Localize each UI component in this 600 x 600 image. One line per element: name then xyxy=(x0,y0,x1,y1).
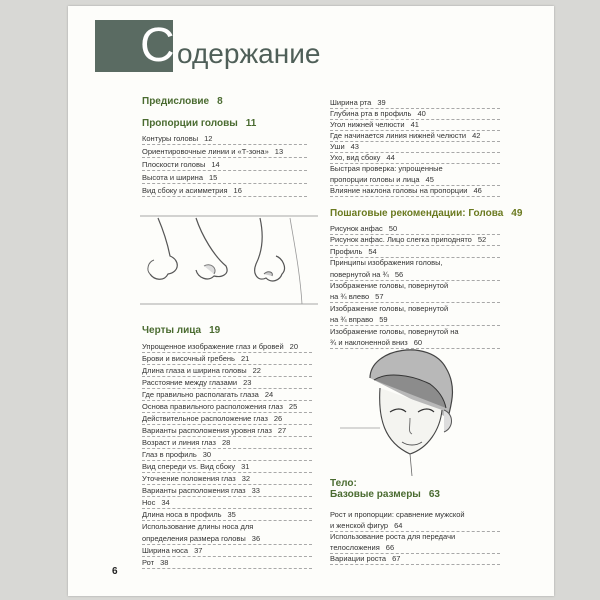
entry-divider xyxy=(142,484,312,485)
entry-divider xyxy=(142,424,312,425)
nose-front-wing xyxy=(148,260,154,274)
entry-divider xyxy=(142,196,307,197)
toc-entry[interactable] xyxy=(330,175,434,184)
page-ref: 41 xyxy=(410,120,419,129)
entry-divider xyxy=(142,388,312,389)
toc-entry-label: Нос xyxy=(142,498,156,507)
page-number: 6 xyxy=(112,566,118,577)
toc-entry[interactable] xyxy=(142,534,260,543)
toc-entry-label: Где начинается линия нижней челюсти xyxy=(330,131,467,140)
page-ref: 35 xyxy=(227,510,236,519)
toc-entry[interactable] xyxy=(330,142,359,151)
page-ref: 25 xyxy=(288,402,298,411)
page-ref: 60 xyxy=(413,338,423,347)
section-preface[interactable] xyxy=(142,96,223,107)
toc-entry[interactable] xyxy=(330,270,403,279)
page-ref: 33 xyxy=(251,486,260,495)
toc-entry-label: пропорции головы и лица xyxy=(330,175,420,184)
title-first-letter: С xyxy=(140,19,175,72)
toc-entry-label: Расстояние между глазами xyxy=(142,378,238,387)
toc-entry-label: Влияние наклона головы на пропорции xyxy=(330,186,468,195)
toc-entry[interactable] xyxy=(142,160,220,169)
toc-entry-label: Вид спереди vs. Вид сбоку xyxy=(142,462,236,471)
entry-divider xyxy=(142,400,312,401)
toc-entry-label: Ширина рта xyxy=(330,98,372,107)
page-ref: 39 xyxy=(377,98,386,107)
page-ref: 42 xyxy=(472,131,481,140)
toc-entry-label: Варианты расположения глаз xyxy=(142,486,246,495)
page-ref: 22 xyxy=(252,366,261,375)
entry-divider xyxy=(142,520,312,521)
entry-divider xyxy=(142,556,312,557)
page-ref: 8 xyxy=(217,96,223,107)
toc-entry-label: телосложения xyxy=(330,543,380,552)
toc-entry[interactable] xyxy=(142,342,298,351)
entry-divider xyxy=(142,412,312,413)
entry-divider xyxy=(142,460,312,461)
page-ref: 64 xyxy=(394,521,403,530)
toc-entry[interactable] xyxy=(142,510,236,519)
toc-entry-label: Рисунок анфас xyxy=(330,224,383,233)
toc-entry-label: Брови и височный гребень xyxy=(142,354,235,363)
page-ref: 34 xyxy=(161,498,170,507)
page-ref: 15 xyxy=(209,173,218,182)
page-ref: 50 xyxy=(388,224,398,233)
toc-entry-label: Использование длины носа для xyxy=(142,522,254,531)
toc-entry[interactable] xyxy=(142,522,259,531)
page-ref: 26 xyxy=(273,414,283,423)
page-ref: 16 xyxy=(233,186,242,195)
toc-entry-label: Где правильно располагать глаза xyxy=(142,390,259,399)
toc-entry-label: Возраст и линия глаз xyxy=(142,438,216,447)
page-ref: 46 xyxy=(473,186,482,195)
nose-sketches xyxy=(140,212,320,308)
toc-entry[interactable] xyxy=(142,402,297,411)
toc-entry-label: Ухо, вид сбоку xyxy=(330,153,381,162)
section-label-line2: Базовые размеры xyxy=(330,489,421,500)
toc-entry-label: Вид сбоку и асимметрия xyxy=(142,186,228,195)
toc-entry[interactable] xyxy=(142,173,217,182)
page-title: одержание xyxy=(177,38,321,69)
page-ref: 57 xyxy=(375,292,384,302)
toc-entry-label: Ширина носа xyxy=(142,546,189,555)
toc-entry[interactable] xyxy=(142,558,168,567)
toc-entry[interactable] xyxy=(330,327,465,336)
toc-entry-label: Высота и ширина xyxy=(142,173,203,182)
toc-entry[interactable] xyxy=(330,120,419,129)
toc-entry[interactable] xyxy=(330,304,454,313)
toc-entry[interactable] xyxy=(330,521,402,530)
toc-entry-label: Рот xyxy=(142,558,155,567)
ear-shape xyxy=(444,410,452,432)
section-head-proportions[interactable] xyxy=(142,118,256,129)
entry-divider xyxy=(142,376,312,377)
page-ref: 67 xyxy=(392,554,401,563)
toc-entry-label: повернутой на ¾ xyxy=(330,269,389,279)
toc-entry-label: Быстрая проверка: упрощенные xyxy=(330,164,443,173)
toc-entry[interactable] xyxy=(330,98,386,107)
section-body[interactable] xyxy=(330,478,440,500)
toc-entry[interactable] xyxy=(330,131,480,140)
nose-side-shadow xyxy=(264,272,272,276)
entry-divider xyxy=(142,472,312,473)
toc-entry[interactable] xyxy=(142,414,282,423)
entry-divider xyxy=(142,144,307,145)
toc-entry[interactable] xyxy=(330,554,400,563)
toc-entry[interactable] xyxy=(330,510,471,519)
page-ref: 44 xyxy=(386,153,395,162)
page-ref: 43 xyxy=(350,142,359,151)
toc-entry[interactable] xyxy=(330,235,486,244)
entry-divider xyxy=(142,170,307,171)
page-ref: 36 xyxy=(251,534,261,543)
toc-entry-label: Вариации роста xyxy=(330,554,387,563)
sketch-edge-line xyxy=(290,218,302,304)
toc-entry-label: Плоскости головы xyxy=(142,160,206,169)
section-label: Пропорции головы xyxy=(142,118,238,129)
entry-divider xyxy=(142,568,312,569)
nose-34-shadow xyxy=(204,265,215,274)
toc-entry[interactable] xyxy=(330,164,449,173)
page-ref: 11 xyxy=(245,118,257,129)
toc-entry-label: Использование роста для передачи xyxy=(330,532,456,541)
toc-entry[interactable] xyxy=(330,543,394,552)
toc-entry[interactable] xyxy=(142,366,261,375)
page-ref: 31 xyxy=(241,462,250,471)
section-label-line1: Тело: xyxy=(330,478,357,489)
page-ref: 38 xyxy=(160,558,169,567)
toc-entry-label: Глубина рта в профиль xyxy=(330,109,412,118)
page-ref: 28 xyxy=(221,438,231,447)
toc-entry[interactable] xyxy=(330,315,388,324)
toc-entry-label: Уточнение положения глаз xyxy=(142,474,236,483)
page-ref: 27 xyxy=(277,426,287,435)
toc-entry[interactable] xyxy=(330,292,384,301)
page-ref: 40 xyxy=(417,109,426,118)
page-ref: 32 xyxy=(241,474,251,483)
section-face-features[interactable] xyxy=(142,325,220,336)
page-ref: 37 xyxy=(194,546,203,555)
page-ref: 24 xyxy=(264,390,274,399)
toc-entry[interactable] xyxy=(142,354,249,363)
entry-divider xyxy=(142,448,312,449)
toc-entry-label: Принципы изображения головы, xyxy=(330,258,443,268)
toc-entry[interactable] xyxy=(330,109,426,118)
toc-entry[interactable] xyxy=(142,378,251,387)
toc-entry-label: Рисунок анфас. Лицо слегка приподнято xyxy=(330,235,472,245)
toc-entry[interactable] xyxy=(142,426,286,435)
page-ref: 23 xyxy=(243,378,252,387)
page-ref: 45 xyxy=(425,175,434,184)
toc-entry[interactable] xyxy=(330,258,449,267)
toc-entry[interactable] xyxy=(142,147,283,156)
page-ref: 12 xyxy=(204,134,213,143)
toc-entry-label: Длина глаза и ширина головы xyxy=(142,366,247,375)
toc-entry-label: и женской фигур xyxy=(330,521,389,530)
toc-entry-label: Профиль xyxy=(330,246,363,256)
toc-entry-label: на ¾ вправо xyxy=(330,315,374,325)
nose-front-sketch xyxy=(150,218,177,279)
toc-entry-label: Изображение головы, повернутой на xyxy=(330,326,459,336)
entry-divider xyxy=(142,496,312,497)
page-ref: 66 xyxy=(385,543,395,552)
toc-entry[interactable] xyxy=(142,498,170,507)
page-ref: 59 xyxy=(379,315,388,325)
toc-entry[interactable] xyxy=(142,546,202,555)
toc-entry[interactable] xyxy=(330,224,397,233)
toc-entry-label: Упрощенное изображение глаз и бровей xyxy=(142,342,284,351)
section-label: Пошаговые рекомендации: Голова xyxy=(330,208,504,219)
toc-entry[interactable] xyxy=(330,247,377,256)
toc-entry[interactable] xyxy=(142,462,249,471)
page-ref: 13 xyxy=(274,147,284,156)
entry-divider xyxy=(142,157,307,158)
toc-entry-label: Рост и пропорции: сравнение мужской xyxy=(330,510,465,519)
toc-entry-label: Действительное расположение глаз xyxy=(142,414,268,423)
page-ref: 56 xyxy=(394,269,404,279)
toc-entry-label: Ориентировочные линии и «Т-зона» xyxy=(142,147,269,156)
toc-entry-label: определения размера головы xyxy=(142,534,246,543)
page-ref: 30 xyxy=(202,450,212,459)
toc-entry[interactable] xyxy=(142,486,260,495)
toc-entry-label: Длина носа в профиль xyxy=(142,510,222,519)
page-ref: 14 xyxy=(211,160,220,169)
toc-entry[interactable] xyxy=(330,532,461,541)
toc-entry-label: Варианты расположения уровня глаз xyxy=(142,426,272,435)
toc-entry-label: Изображение головы, повернутой xyxy=(330,281,449,290)
page-ref: 54 xyxy=(368,246,377,256)
section-label: Предисловие xyxy=(142,96,210,107)
toc-entry-label: Изображение головы, повернутой xyxy=(330,303,449,313)
page-ref: 19 xyxy=(209,325,221,336)
entry-divider xyxy=(330,196,500,197)
entry-divider xyxy=(142,508,312,509)
entry-divider xyxy=(142,544,312,545)
section-steps-head[interactable] xyxy=(330,208,522,219)
page-ref: 21 xyxy=(240,354,250,363)
toc-entry[interactable] xyxy=(330,153,395,162)
toc-entry-label: ¾ и наклоненной вниз xyxy=(330,338,408,347)
entry-divider xyxy=(142,436,312,437)
toc-entry-label: Глаз в профиль xyxy=(142,450,197,459)
page-ref: 20 xyxy=(289,342,298,351)
toc-entry-label: Основа правильного расположения глаз xyxy=(142,402,283,411)
toc-entry-label: Уши xyxy=(330,142,345,151)
section-label: Черты лица xyxy=(142,325,202,336)
page-ref: 63 xyxy=(428,489,440,500)
page-ref: 52 xyxy=(477,235,487,245)
toc-entry[interactable] xyxy=(142,390,273,399)
toc-entry[interactable] xyxy=(330,281,454,290)
toc-entry[interactable] xyxy=(142,186,242,195)
entry-divider xyxy=(142,364,312,365)
page-ref: 49 xyxy=(511,208,523,219)
entry-divider xyxy=(330,564,500,565)
toc-entry-label: Контуры головы xyxy=(142,134,199,143)
neck-line xyxy=(410,454,412,476)
toc-entry-label: Угол нижней челюсти xyxy=(330,120,405,129)
entry-divider xyxy=(142,183,307,184)
toc-entry[interactable] xyxy=(142,474,250,483)
toc-entry[interactable] xyxy=(330,186,482,195)
toc-entry-label: на ¾ влево xyxy=(330,292,370,302)
toc-entry[interactable] xyxy=(142,450,211,459)
toc-entry[interactable] xyxy=(142,134,212,143)
toc-entry[interactable] xyxy=(142,438,230,447)
entry-divider xyxy=(142,352,312,353)
head-sketch xyxy=(340,338,480,478)
